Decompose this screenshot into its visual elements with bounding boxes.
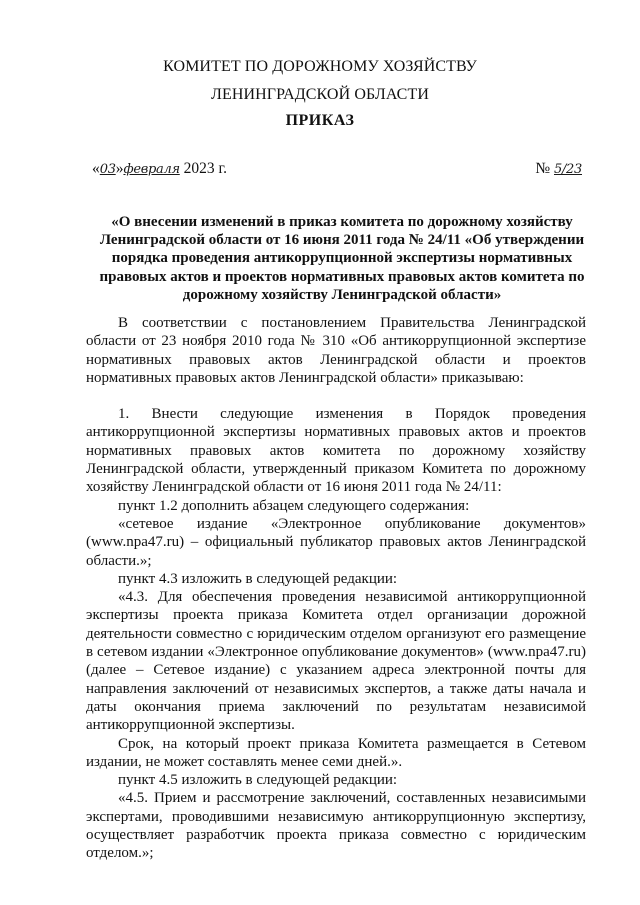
document-body: [86, 314, 586, 863]
document-type: ПРИКАЗ: [285, 112, 355, 129]
paragraph-4-5-intro: пункт 4.5 изложить в следующей редакции:: [118, 772, 398, 789]
paragraph-4-3-intro: пункт 4.3 изложить в следующей редакции:: [118, 570, 398, 587]
paragraph-4-3-text: «4.3. Для обеспечения проведения независимой антикоррупционной экспертизы проекта приказа Комитета отдел организации дорожной деятельности совместно с юридическим отделом организуют его размещение в сетевом издании «Электронное опубликование документов» (www.npa47.ru) (далее – Сетевое издание) с указанием адреса электронной почты для направления заключений от независимых экспертов, а также даты начала и даты окончания приема заключений по результатам независимой антикоррупционной экспертизы.: [86, 589, 586, 734]
paragraph-4-3-term: Срок, на который проект приказа Комитета размещается в Сетевом издании, не может составлять менее семи дней.».: [86, 735, 586, 770]
paragraph-1-2-intro: пункт 1.2 дополнить абзацем следующего содержания:: [118, 497, 470, 514]
committee-name: КОМИТЕТ ПО ДОРОЖНОМУ ХОЗЯЙСТВУ: [163, 58, 477, 75]
date-close-quote: »: [115, 160, 124, 177]
paragraph-preamble: В соответствии с постановлением Правительства Ленинградской области от 23 ноября 2010 года № 310 «Об антикоррупционной экспертизе нормативных правовых актов Ленинградской области и проектов нормативных правовых актов Ленинградской области» приказываю:: [86, 315, 586, 386]
date-month: февраля: [123, 162, 180, 177]
paragraph-item-1: 1. Внести следующие изменения в Порядок проведения антикоррупционной экспертизы нормативных правовых актов и проектов нормативных правовых актов комитета по дорожному хозяйству Ленинградской области, утвержденный приказом Комитета по дорожному хозяйству Ленинградской области от 16 июня 2011 года № 24/11:: [86, 406, 586, 496]
date-year: 2023 г.: [183, 160, 227, 177]
document-date: [92, 160, 227, 178]
date-day: 03: [99, 162, 116, 177]
number-value: 5/23: [554, 162, 582, 177]
date-open-quote: «: [92, 160, 100, 177]
number-prefix: №: [535, 160, 551, 177]
document-title: «О внесении изменений в приказ комитета по дорожному хозяйству Ленинградской области от 16 июня 2011 года № 24/11 «Об утверждении порядка проведения антикоррупционной экспертизы нормативных правовых актов и проектов нормативных правовых актов комитета по дорожному хозяйству Ленинградской области»: [99, 214, 585, 303]
paragraph-1-2-text: «сетевое издание «Электронное опубликование документов» (www.npa47.ru) – официальный публикатор правовых актов Ленинградской области.»;: [86, 515, 586, 569]
document-number: [535, 160, 582, 178]
region-name: ЛЕНИНГРАДСКОЙ ОБЛАСТИ: [211, 86, 429, 103]
paragraph-4-5-text: «4.5. Прием и рассмотрение заключений, составленных независимыми экспертами, проводившими независимую антикоррупционную экспертизу, осуществляет разработчик проекта приказа совместно с юридическим отделом.»;: [86, 790, 586, 862]
